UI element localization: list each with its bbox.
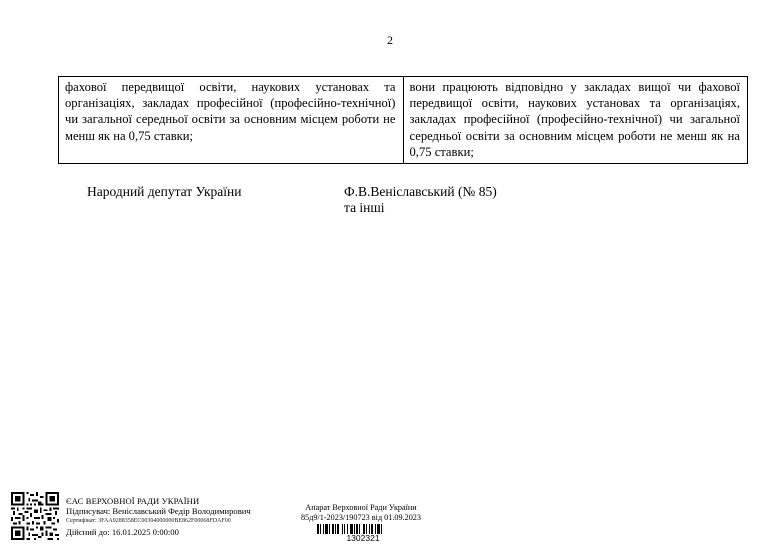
qr-code-icon	[11, 492, 59, 540]
table-row	[59, 77, 748, 164]
signatory-name: Ф.В.Веніславський (№ 85)	[344, 184, 497, 199]
signatory-others: та інші	[344, 200, 385, 215]
comparison-table	[58, 76, 748, 164]
page-number: 2	[387, 33, 393, 47]
left-cell: фахової передвищої освіти, наукових установах та організаціях, закладах професійної (професійно-технічної) чи загальної середньої освіти за основним місцем роботи не менш як на 0,75 ставки;	[59, 77, 404, 164]
e-signature-certificate: Сертифікат: 3FAA9288358EC00304000000BE862F00068FDAF00	[66, 518, 231, 524]
e-signature-system: ЄАС ВЕРХОВНОЇ РАДИ УКРАЇНИ	[66, 496, 200, 506]
e-signature-validity: Дійсний до: 16.01.2025 0:00:00	[66, 527, 179, 537]
e-signature-stamp	[66, 496, 251, 538]
registration-office: Апарат Верховної Ради України	[305, 503, 417, 512]
registration-stamp	[296, 503, 426, 523]
signature-block	[344, 184, 497, 216]
registration-number: 85д9/1-2023/190723 від 01.09.2023	[301, 513, 421, 522]
right-cell: вони працюють відповідно у закладах вищої чи фахової передвищої освіти, наукових установах та організаціях, закладах професійної (професійно-технічної) чи загальної середньої освіти за основним місцем роботи не менш як на 0,75 ставки;	[403, 77, 748, 164]
signature-title: Народний депутат України	[87, 184, 242, 199]
barcode-number: 1302321	[346, 533, 380, 543]
e-signature-signer: Підписувач: Веніславський Федір Володимирович	[66, 506, 251, 516]
